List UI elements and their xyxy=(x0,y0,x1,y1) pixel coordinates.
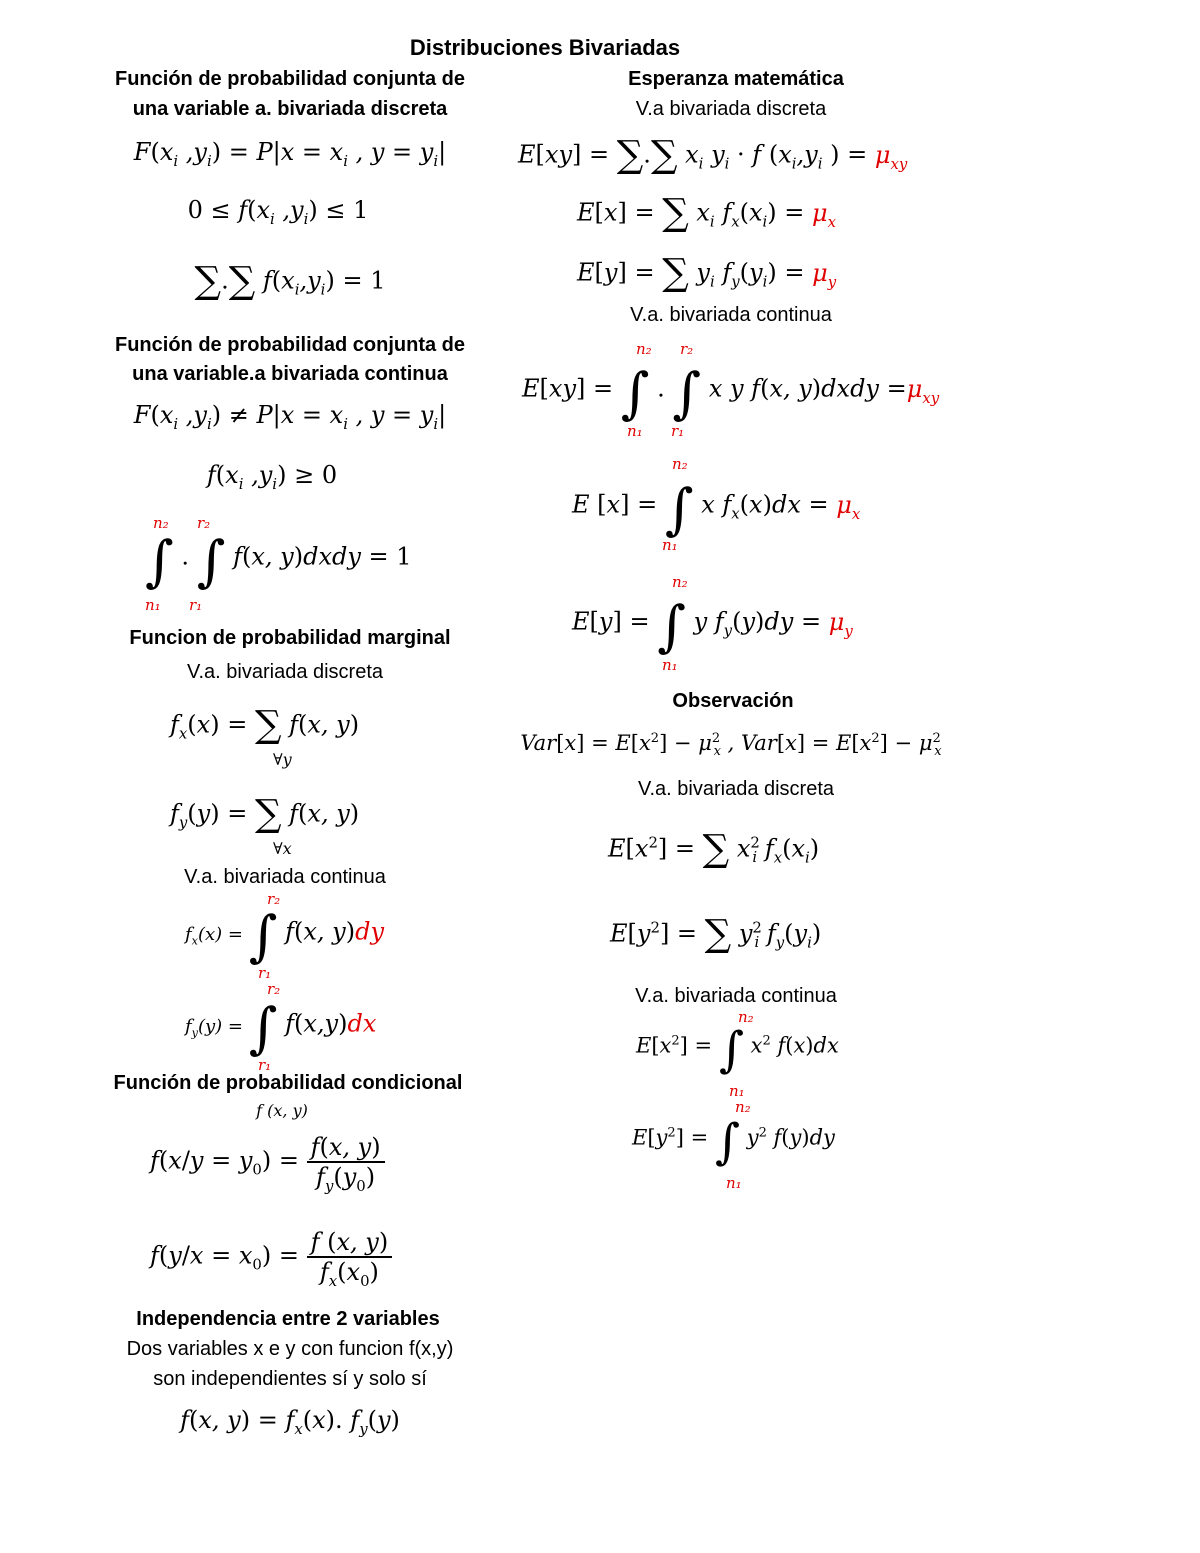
heading-esperanza: Esperanza matemática xyxy=(628,68,844,90)
formula-expectation-x-continuous: E [x] = ∫ x $f_x(x)dx = \mu_x$ xyxy=(572,478,861,542)
subheading-esperanza-continuous: V.a. bivariada continua xyxy=(630,304,832,326)
limit-r2: r₂ xyxy=(197,514,211,532)
subheading-esperanza-discrete: V.a bivariada discreta xyxy=(635,98,827,120)
limit-r1: r₁ xyxy=(258,1056,272,1074)
limit-n1: n₁ xyxy=(662,656,678,674)
formula-joint-cdf-continuous: $F(x_i$ $,y_i) \ne P|x = x_i$ , $y = y_i|$ xyxy=(133,401,447,433)
formula-conditional-y-given-x: $f(y/x = x_0)$ = $\frac{f (x, y)}{f_x(x_0)}$ xyxy=(150,1230,392,1284)
heading-independencia: Independencia entre 2 variables xyxy=(136,1308,440,1330)
subheading-observacion-continuous: V.a. bivariada continua xyxy=(635,985,837,1007)
heading-conjunta-discreta-line2: una variable a. bivariada discreta xyxy=(132,98,448,120)
limit-n2: n₂ xyxy=(735,1098,751,1116)
formula-marginal-fx-continuous: $f_x(x)$ = ∫ f(x, y)dy xyxy=(185,905,385,969)
limit-n2: n₂ xyxy=(153,514,169,532)
formula-density-nonneg: $f(x_i$ $,y_i) \ge 0$ xyxy=(206,461,338,493)
heading-condicional: Función de probabilidad condicional xyxy=(113,1072,463,1094)
heading-marginal: Funcion de probabilidad marginal xyxy=(129,627,451,649)
independence-text-line1: Dos variables x e y con funcion f(x,y) xyxy=(126,1338,454,1360)
limit-r2: r₂ xyxy=(267,980,281,998)
formula-marginal-fy-discrete: $f_y(y)$ = ∑ f(x, y) xyxy=(170,791,360,835)
limit-n1: n₁ xyxy=(627,422,643,440)
formula-prob-bounds: $0 \le f(x_i$ $,y_i) \le 1$ xyxy=(187,196,369,228)
limit-n2: n₂ xyxy=(738,1008,754,1026)
heading-conjunta-continua-line1: Función de probabilidad conjunta de xyxy=(115,334,465,356)
limit-r2: r₂ xyxy=(267,890,281,908)
formula-second-moment-x-continuous: $E[x^2]$ = ∫ $x^2$ f(x)dx xyxy=(636,1022,839,1078)
limit-n2: n₂ xyxy=(636,340,652,358)
limit-n1: n₁ xyxy=(729,1082,745,1100)
formula-expectation-xy-continuous: E[xy] = ∫ . ∫ x y f(x, y)dxdy $=\mu_{xy}$ xyxy=(522,362,940,426)
limit-n2: n₂ xyxy=(672,455,688,473)
limit-r1: r₁ xyxy=(671,422,685,440)
sum-index-all-x: ∀x xyxy=(273,839,292,858)
formula-joint-cdf-discrete: $F(x_i$ $,y_i) = P|x = x_i$ , $y = y_i|$ xyxy=(133,138,447,170)
subheading-marginal-continuous: V.a. bivariada continua xyxy=(184,866,386,888)
formula-second-moment-x-discrete: $E[x^2]$ = ∑ $x^2_i$ $f_x(x_i)$ xyxy=(608,826,820,870)
heading-conjunta-discreta-line1: Función de probabilidad conjunta de xyxy=(115,68,465,90)
heading-conjunta-continua-line2: una variable.a bivariada continua xyxy=(132,363,448,385)
limit-n2: n₂ xyxy=(672,573,688,591)
limit-n1: n₁ xyxy=(145,596,161,614)
formula-independence: f(x, $y) = f_x(x)$. $f_y(y)$ xyxy=(180,1406,400,1438)
limit-n1: n₁ xyxy=(662,536,678,554)
subheading-observacion-discrete: V.a. bivariada discreta xyxy=(637,778,835,800)
subheading-marginal-discrete: V.a. bivariada discreta xyxy=(186,661,384,683)
sum-index-all-y: ∀y xyxy=(273,750,292,769)
page-title: Distribuciones Bivariadas xyxy=(409,35,681,60)
formula-double-integral-one: ∫ . ∫ f(x, y)dxdy = 1 xyxy=(145,530,412,594)
formula-expectation-y-discrete: E[y] = ∑ $y_i$ $f_y(y_i) = \mu_y$ xyxy=(577,250,837,294)
limit-n1: n₁ xyxy=(726,1174,742,1192)
limit-r2: r₂ xyxy=(680,340,694,358)
formula-variance: $Var[x] = E[x^2] - \mu^2_x$ , $Var[x] = E[x^2] - \mu^2_x$ xyxy=(520,731,942,760)
limit-r1: r₁ xyxy=(258,964,272,982)
conditional-note: f (x, y) xyxy=(256,1101,308,1120)
formula-marginal-fy-continuous: $f_y(y)$ = ∫ f(x,y)dx xyxy=(185,997,377,1061)
formula-expectation-x-discrete: E[x] = ∑ $x_i$ $f_x(x_i) = \mu_x$ xyxy=(577,190,837,234)
formula-double-sum-one: ∑.∑ $f(x_i,y_i) = 1$ xyxy=(194,258,386,302)
formula-expectation-xy-discrete: E[xy] = ∑.∑ $x_i$ $y_i \cdot f$ ($x_i,y_i$ ) = $\mu_{xy}$ xyxy=(518,132,908,176)
heading-observacion: Observación xyxy=(672,690,794,712)
formula-conditional-x-given-y: $f(x/y = y_0)$ = $\frac{f(x, y)}{f_y(y_0)}$ xyxy=(150,1135,385,1189)
formula-second-moment-y-continuous: $E[y^2]$ = ∫ $y^2$ f(y)dy xyxy=(632,1114,835,1170)
formula-marginal-fx-discrete: $f_x(x)$ = ∑ f(x, y) xyxy=(170,702,360,746)
independence-text-line2: son independientes sí y solo sí xyxy=(153,1368,427,1390)
formula-expectation-y-continuous: E[y] = ∫ y $f_y(y)dy = \mu_y$ xyxy=(572,595,853,659)
formula-second-moment-y-discrete: $E[y^2]$ = ∑ $y^2_i$ $f_y(y_i)$ xyxy=(610,911,822,955)
limit-r1: r₁ xyxy=(189,596,203,614)
